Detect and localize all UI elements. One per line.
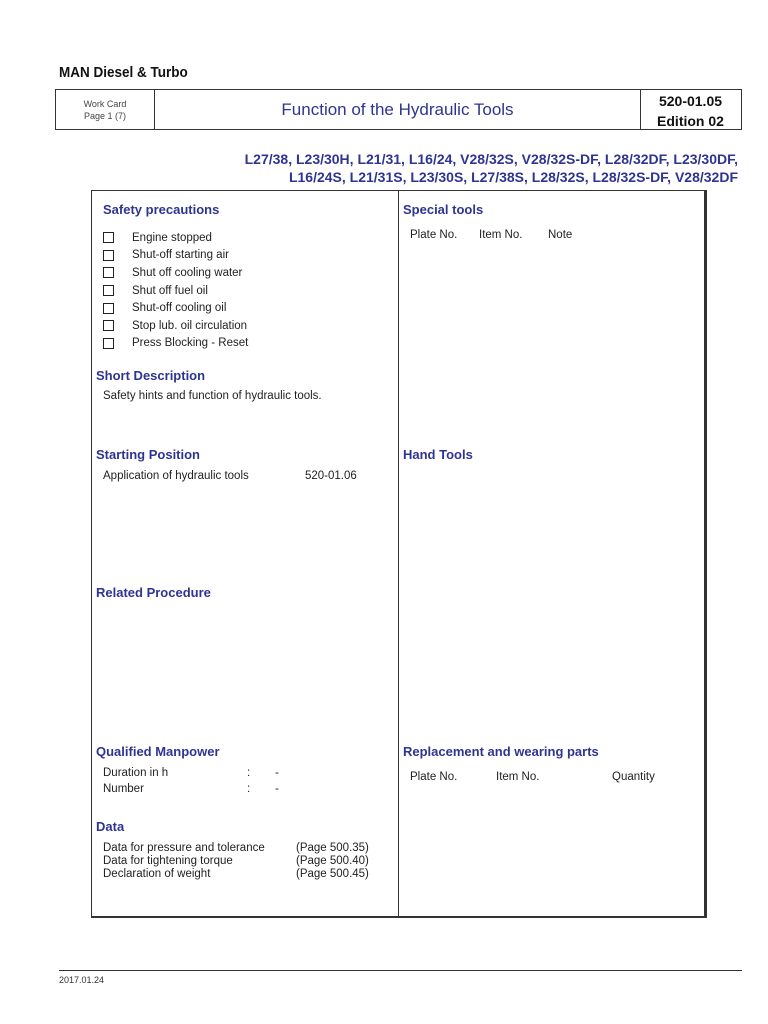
duration-value: -	[275, 767, 279, 779]
safety-heading: Safety precautions	[103, 202, 220, 217]
related-procedure-heading: Related Procedure	[96, 585, 211, 600]
checklist-item[interactable]: Shut-off starting air	[103, 247, 248, 265]
footer-date: 2017.01.24	[59, 975, 105, 985]
column-divider	[398, 190, 399, 918]
checkbox[interactable]	[103, 250, 114, 261]
special-tools-heading: Special tools	[403, 202, 484, 217]
data-row-label: Data for tightening torque	[103, 855, 233, 867]
frame-shadow-bottom	[91, 916, 707, 918]
checklist-item[interactable]: Shut off fuel oil	[103, 282, 248, 300]
starting-position-item: Application of hydraulic tools	[103, 470, 249, 482]
checklist-item[interactable]: Press Blocking - Reset	[103, 335, 248, 353]
short-description-text: Safety hints and function of hydraulic tools.	[103, 390, 322, 402]
checkbox[interactable]	[103, 232, 114, 243]
duration-colon: :	[247, 767, 251, 779]
checklist-item[interactable]: Engine stopped	[103, 229, 248, 247]
data-row-label: Declaration of weight	[103, 868, 211, 880]
engine-types-line-1: L27/38, L23/30H, L21/31, L16/24, V28/32S, V28/32S-DF, L28/32DF, L23/30DF,	[244, 151, 738, 167]
data-row-ref: (Page 500.40)	[296, 855, 369, 867]
checkbox[interactable]	[103, 285, 114, 296]
replacement-parts-heading: Replacement and wearing parts	[403, 744, 599, 759]
special-tools-col-note: Note	[548, 229, 573, 241]
short-description-heading: Short Description	[96, 368, 206, 383]
number-value: -	[275, 783, 279, 795]
frame-shadow-right	[705, 190, 707, 918]
special-tools-col-plate: Plate No.	[410, 229, 458, 241]
data-row-ref: (Page 500.35)	[296, 842, 369, 854]
page-number: Page 1 (7)	[83, 111, 127, 121]
safety-checklist	[103, 229, 248, 352]
data-heading: Data	[96, 819, 125, 834]
doc-number: 520-01.05	[658, 93, 723, 109]
number-label: Number	[103, 783, 144, 795]
work-card-label: Work Card	[83, 99, 127, 109]
checklist-item[interactable]: Stop lub. oil circulation	[103, 317, 248, 335]
checklist-item[interactable]: Shut off cooling water	[103, 264, 248, 282]
duration-label: Duration in h	[103, 767, 169, 779]
replacement-col-item: Item No.	[496, 771, 540, 783]
data-row-ref: (Page 500.45)	[296, 868, 369, 880]
company-name: MAN Diesel & Turbo	[59, 64, 188, 81]
doc-number-cell	[640, 90, 741, 129]
data-row-label: Data for pressure and tolerance	[103, 842, 265, 854]
hand-tools-heading: Hand Tools	[403, 447, 473, 462]
checkbox[interactable]	[103, 267, 114, 278]
checkbox[interactable]	[103, 320, 114, 331]
engine-types	[118, 150, 738, 186]
special-tools-col-item: Item No.	[479, 229, 523, 241]
qualified-manpower-heading: Qualified Manpower	[96, 744, 220, 759]
starting-position-heading: Starting Position	[96, 447, 200, 462]
edition: Edition 02	[657, 113, 724, 129]
checkbox[interactable]	[103, 338, 114, 349]
number-colon: :	[247, 783, 251, 795]
footer-rule	[59, 970, 742, 971]
starting-position-ref: 520-01.06	[305, 470, 357, 482]
replacement-col-plate: Plate No.	[410, 771, 458, 783]
checklist-item[interactable]: Shut-off cooling oil	[103, 299, 248, 317]
work-card-cell	[56, 90, 155, 129]
page-title: Function of the Hydraulic Tools	[155, 90, 641, 129]
replacement-col-quantity: Quantity	[612, 771, 655, 783]
header-box	[55, 89, 742, 130]
engine-types-line-2: L16/24S, L21/31S, L23/30S, L27/38S, L28/32S, L28/32S-DF, V28/32DF	[288, 169, 738, 185]
checkbox[interactable]	[103, 303, 114, 314]
